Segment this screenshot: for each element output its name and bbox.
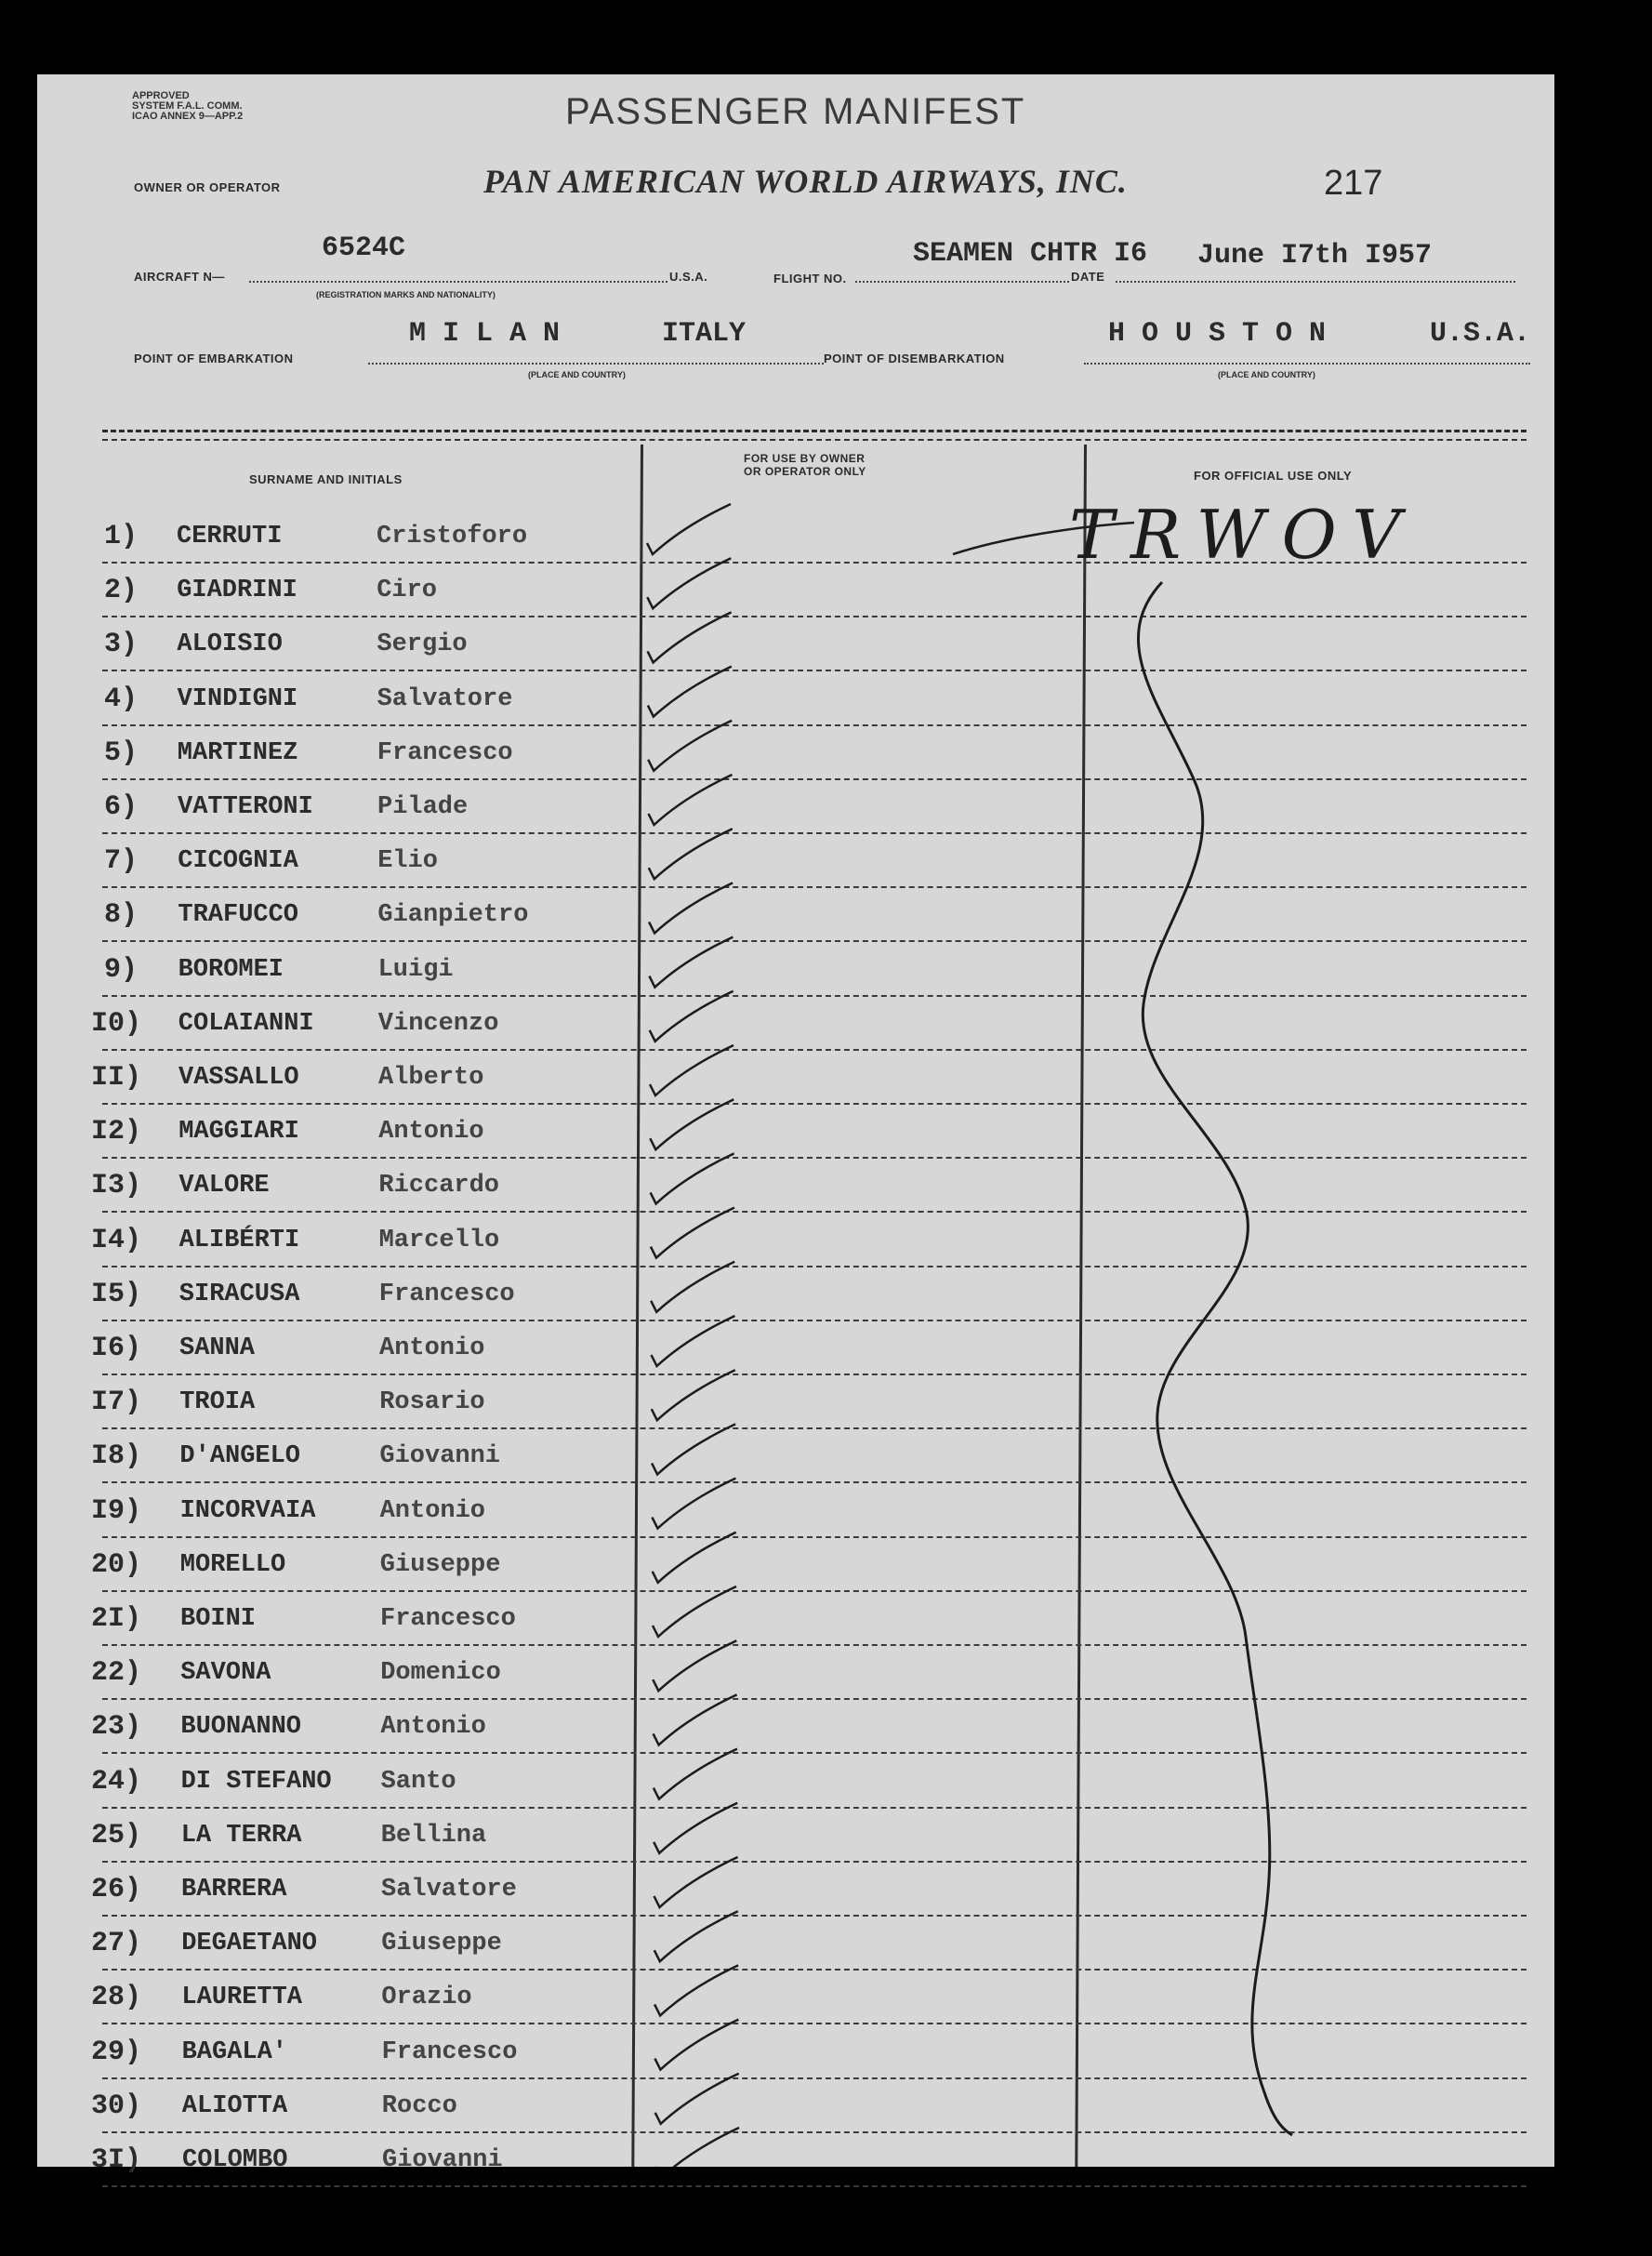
embarkation-country: ITALY [662, 318, 747, 350]
disembarkation-city: H O U S T O N [1108, 318, 1327, 350]
check-mark [655, 2074, 739, 2124]
check-mark [653, 1640, 736, 1691]
row-number: 3) [104, 629, 139, 661]
row-rule [102, 2185, 1526, 2187]
passenger-given-name: Riccardo [378, 1172, 500, 1201]
check-mark [652, 1479, 735, 1529]
check-mark [652, 1424, 735, 1474]
passenger-surname: MORELLO [179, 1550, 286, 1579]
passenger-given-name: Antonio [378, 1118, 484, 1147]
passenger-surname: COLOMBO [182, 2146, 288, 2174]
check-mark [654, 1803, 737, 1853]
row-number: 22) [91, 1657, 142, 1690]
passenger-surname: GIADRINI [177, 577, 297, 605]
row-number: 25) [91, 1819, 142, 1851]
passenger-given-name: Giovanni [379, 1442, 501, 1471]
passenger-surname: BOROMEI [178, 955, 284, 984]
column-header-official: FOR OFFICIAL USE ONLY [1194, 469, 1353, 483]
flight-value: SEAMEN CHTR I6 [913, 238, 1148, 270]
passenger-given-name: Salvatore [377, 684, 513, 713]
row-number: I6) [91, 1333, 142, 1364]
row-number: 5) [104, 737, 139, 769]
check-mark [653, 1586, 736, 1637]
row-number: 2I) [91, 1603, 142, 1635]
place-caption-2: (PLACE AND COUNTRY) [1218, 370, 1315, 379]
form-title: PASSENGER MANIFEST [565, 91, 1026, 132]
passenger-surname: BOINI [180, 1605, 257, 1633]
passenger-given-name: Francesco [381, 2037, 518, 2066]
row-number: 1) [104, 521, 139, 552]
check-mark [651, 1208, 734, 1258]
passenger-given-name: Francesco [380, 1605, 516, 1633]
row-number: 20) [91, 1548, 142, 1581]
check-mark [654, 1857, 738, 1907]
check-mark [650, 991, 733, 1042]
handwriting-layer [37, 74, 1554, 2167]
row-number: 2) [104, 575, 139, 607]
check-mark [655, 2128, 739, 2167]
column-header-owner-1: FOR USE BY OWNER [744, 452, 866, 465]
passenger-given-name: Pilade [377, 793, 469, 821]
check-marks [647, 504, 739, 2167]
passenger-given-name: Cristoforo [377, 523, 528, 551]
usa-label: U.S.A. [669, 270, 708, 284]
passenger-surname: SIRACUSA [178, 1280, 300, 1308]
check-mark [650, 1099, 733, 1149]
row-number: 24) [91, 1765, 142, 1798]
check-mark [647, 504, 731, 554]
passenger-surname: DEGAETANO [181, 1930, 318, 1958]
passenger-surname: INCORVAIA [179, 1496, 316, 1525]
row-number: 23) [91, 1711, 142, 1744]
passenger-given-name: Rosario [379, 1388, 485, 1417]
owner-value: PAN AMERICAN WORLD AIRWAYS, INC. [483, 163, 1128, 200]
passenger-surname: BUONANNO [180, 1713, 302, 1742]
check-mark [653, 1533, 736, 1583]
row-number: I3) [91, 1170, 142, 1202]
passenger-given-name: Francesco [377, 738, 513, 767]
passenger-surname: TROIA [179, 1388, 256, 1417]
date-label: DATE [1071, 270, 1105, 284]
check-mark [652, 1316, 735, 1366]
passenger-surname: MAGGIARI [178, 1118, 299, 1147]
passenger-given-name: Luigi [377, 955, 454, 984]
disembarkation-label: POINT OF DISEMBARKATION [824, 352, 1005, 365]
passenger-surname: ALOISIO [177, 630, 283, 659]
check-mark [649, 937, 733, 988]
row-number: I0) [91, 1007, 142, 1040]
approval-line: ICAO ANNEX 9—APP.2 [132, 111, 244, 122]
check-mark [649, 882, 733, 933]
passenger-given-name: Giovanni [382, 2146, 503, 2174]
passenger-given-name: Santo [380, 1767, 456, 1796]
check-mark [649, 775, 733, 825]
check-mark [651, 1153, 734, 1203]
embarkation-city: M I L A N [409, 318, 561, 350]
passenger-given-name: Orazio [381, 1984, 472, 2012]
passenger-surname: SANNA [179, 1334, 256, 1362]
passenger-surname: BAGALA' [181, 2037, 288, 2066]
passenger-given-name: Giuseppe [381, 1930, 502, 1958]
place-caption-1: (PLACE AND COUNTRY) [528, 370, 626, 379]
row-number: 3I) [91, 2144, 142, 2176]
manifest-sheet [37, 74, 1554, 2176]
passenger-surname: BARRERA [181, 1876, 287, 1904]
column-header-owner-2: OR OPERATOR ONLY [744, 465, 866, 478]
passenger-given-name: Vincenzo [377, 1009, 499, 1038]
check-mark [652, 1370, 735, 1420]
check-mark [654, 1749, 737, 1799]
passenger-surname: ALIBÉRTI [178, 1226, 300, 1254]
passenger-given-name: Sergio [377, 630, 468, 659]
passenger-given-name: Antonio [380, 1713, 486, 1742]
check-mark [649, 829, 733, 879]
check-mark [651, 1262, 734, 1312]
passenger-given-name: Rocco [381, 2091, 457, 2120]
passenger-surname: MARTINEZ [177, 738, 298, 767]
passenger-given-name: Ciro [377, 577, 437, 605]
page-number: 217 [1324, 164, 1383, 203]
passenger-surname: LA TERRA [180, 1821, 302, 1850]
check-mark [654, 1965, 738, 2015]
passenger-surname: ALIOTTA [181, 2091, 288, 2120]
check-mark [650, 1045, 733, 1095]
row-number: 30) [91, 2090, 142, 2122]
row-number: 29) [91, 2036, 142, 2068]
passenger-given-name: Salvatore [381, 1876, 517, 1904]
passenger-given-name: Bellina [380, 1821, 487, 1850]
check-mark [654, 2020, 738, 2070]
row-number: II) [91, 1062, 142, 1094]
row-number: 4) [104, 683, 139, 715]
approval-line: APPROVED [132, 90, 190, 101]
row-number: I2) [91, 1116, 142, 1148]
passenger-surname: CERRUTI [177, 523, 283, 551]
row-number: I9) [91, 1494, 142, 1527]
official-initials: TRWOV [1069, 496, 1418, 574]
passenger-given-name: Antonio [379, 1496, 486, 1525]
row-number: I8) [91, 1440, 142, 1473]
registration-caption: (REGISTRATION MARKS AND NATIONALITY) [316, 290, 496, 299]
passenger-given-name: Marcello [378, 1226, 500, 1254]
check-mark [648, 612, 732, 662]
column-header-names: SURNAME AND INITIALS [249, 472, 403, 486]
passenger-surname: COLAIANNI [178, 1009, 314, 1038]
passenger-surname: VASSALLO [178, 1064, 299, 1092]
passenger-surname: VALORE [178, 1172, 270, 1201]
check-mark [654, 1911, 738, 1961]
passenger-surname: TRAFUCCO [178, 901, 299, 930]
check-mark [654, 1694, 737, 1745]
row-number: 9) [104, 953, 139, 986]
date-value: June I7th I957 [1197, 240, 1433, 272]
row-number: I5) [91, 1278, 142, 1310]
passenger-surname: LAURETTA [181, 1984, 303, 2012]
embarkation-label: POINT OF EMBARKATION [134, 352, 294, 365]
check-mark [647, 558, 731, 608]
passenger-given-name: Giuseppe [379, 1550, 501, 1579]
row-number: I7) [91, 1387, 142, 1419]
passenger-given-name: Alberto [378, 1064, 484, 1092]
row-number: 28) [91, 1982, 142, 2014]
row-number: 27) [91, 1928, 142, 1960]
passenger-given-name: Elio [377, 847, 438, 876]
passenger-given-name: Antonio [379, 1334, 485, 1362]
passenger-given-name: Gianpietro [377, 901, 529, 930]
passenger-given-name: Francesco [378, 1280, 515, 1308]
passenger-given-name: Domenico [380, 1659, 501, 1688]
disembarkation-country: U.S.A. [1430, 318, 1531, 350]
official-wavy-line [1138, 582, 1292, 2135]
approval-line: SYSTEM F.A.L. COMM. [132, 100, 243, 112]
row-number: 7) [104, 845, 139, 878]
passenger-surname: CICOGNIA [178, 847, 298, 876]
passenger-surname: SAVONA [180, 1659, 271, 1688]
check-mark [648, 667, 732, 717]
row-number: 8) [104, 899, 139, 932]
check-mark [648, 721, 732, 771]
row-number: 6) [104, 791, 139, 823]
owner-label: OWNER OR OPERATOR [134, 180, 281, 194]
aircraft-value: 6524C [322, 232, 406, 264]
row-number: I4) [91, 1224, 142, 1256]
row-number: 26) [91, 1874, 142, 1905]
passenger-surname: D'ANGELO [179, 1442, 301, 1471]
passenger-surname: DI STEFANO [180, 1767, 332, 1796]
passenger-surname: VINDIGNI [177, 684, 298, 713]
passenger-surname: VATTERONI [178, 793, 313, 821]
flight-label: FLIGHT NO. [773, 272, 847, 285]
aircraft-label: AIRCRAFT N— [134, 270, 225, 284]
